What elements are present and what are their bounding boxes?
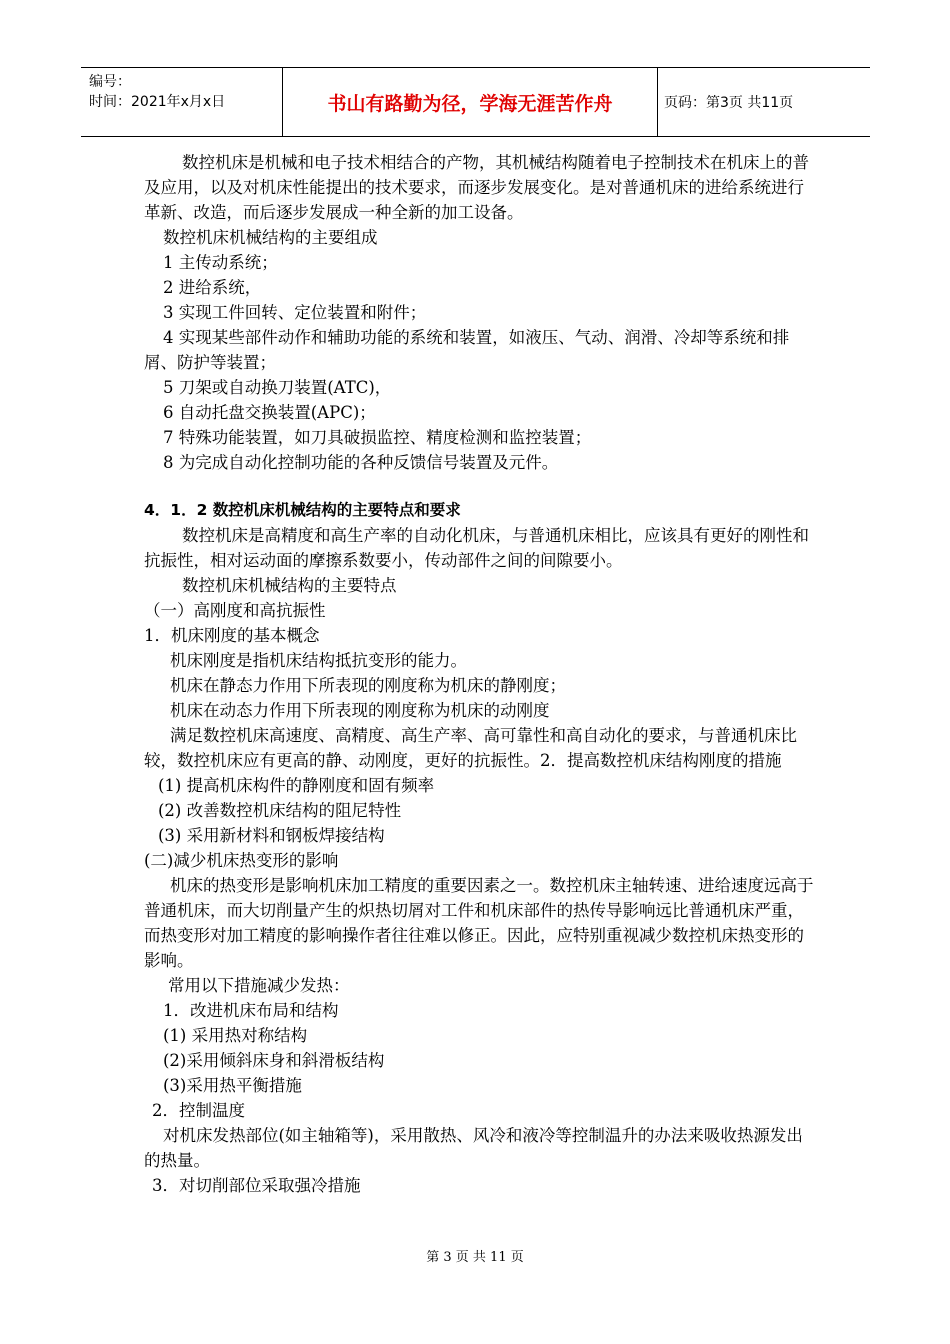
list-item: (2) 改善数控机床结构的阻尼特性 [158, 801, 402, 820]
list-item: (3) 采用新材料和钢板焊接结构 [158, 826, 385, 845]
list-item: 2．控制温度 [152, 1101, 245, 1120]
paragraph-components-title: 数控机床机械结构的主要组成 [163, 228, 378, 247]
paragraph: 对机床发热部位(如主轴箱等)，采用散热、风冷和液冷等控制温升的办法来吸收热源发出的热量。 [144, 1126, 803, 1170]
list-item: 6 自动托盘交换装置(APC)； [163, 403, 376, 422]
list-item: 8 为完成自动化控制功能的各种反馈信号装置及元件。 [163, 453, 559, 472]
header-left-cell [81, 68, 283, 136]
paragraph: 机床刚度是指机床结构抵抗变形的能力。 [170, 651, 467, 670]
paragraph: 机床在静态力作用下所表现的刚度称为机床的静刚度； [170, 676, 566, 695]
paragraph: 满足数控机床高速度、高精度、高生产率、高可靠性和高自动化的要求，与普通机床比较，数控机床应有更高的静、动刚度，更好的抗振性。2．提高数控机床结构刚度的措施 [144, 726, 797, 770]
page-footer: 第 3 页 共 11 页 [426, 1250, 524, 1265]
paragraph: 机床在动态力作用下所表现的刚度称为机床的动刚度 [170, 701, 550, 720]
list-item: (1) 提高机床构件的静刚度和固有频率 [158, 776, 435, 795]
number-label: 编号： [89, 74, 131, 90]
paragraph: 1．机床刚度的基本概念 [144, 626, 320, 645]
page-header [81, 67, 870, 137]
time-label: 时间：2021年x月x日 [89, 94, 226, 110]
paragraph: 机床的热变形是影响机床加工精度的重要因素之一。数控机床主轴转速、进给速度远高于普通机床，而大切削量产生的炽热切屑对工件和机床部件的热传导影响远比普通机床严重，而热变形对加工精度的影响操作者往往难以修正。因此，应特别重视减少数控机床热变形的影响。 [144, 876, 814, 970]
paragraph: 数控机床机械结构的主要特点 [182, 576, 397, 595]
list-item: (3)采用热平衡措施 [163, 1076, 302, 1095]
paragraph: 数控机床是高精度和高生产率的自动化机床，与普通机床相比，应该具有更好的刚性和抗振性，相对运动面的摩擦系数要小，传动部件之间的间隙要小。 [144, 526, 809, 570]
list-item: (2)采用倾斜床身和斜滑板结构 [163, 1051, 385, 1070]
list-item: 7 特殊功能装置，如刀具破损监控、精度检测和监控装置； [163, 428, 592, 447]
list-item: 4 实现某些部件动作和辅助功能的系统和装置，如液压、气动、润滑、冷却等系统和排屑、防护等装置； [144, 328, 790, 372]
list-item: 1 主传动系统； [163, 253, 278, 272]
subsection-heading: （一）高刚度和高抗振性 [144, 601, 326, 620]
section-heading: 4．1．2 数控机床机械结构的主要特点和要求 [144, 501, 461, 519]
list-item: 2 进给系统， [163, 278, 262, 297]
list-item: 1．改进机床布局和结构 [163, 1001, 339, 1020]
page-code: 页码：第3页 共11页 [664, 95, 794, 111]
motto: 书山有路勤为径，学海无涯苦作舟 [283, 68, 658, 136]
list-item: 5 刀架或自动换刀装置(ATC)， [163, 378, 392, 397]
subsection-heading: (二)减少机床热变形的影响 [144, 851, 339, 870]
paragraph: 常用以下措施减少发热： [168, 976, 350, 995]
paragraph-intro: 数控机床是机械和电子技术相结合的产物，其机械结构随着电子控制技术在机床上的普及应用，以及对机床性能提出的技术要求，而逐步发展变化。是对普通机床的进给系统进行革新、改造，而后逐步发展成一种全新的加工设备。 [144, 153, 809, 222]
list-item: (1) 采用热对称结构 [163, 1026, 308, 1045]
list-item: 3 实现工件回转、定位装置和附件； [163, 303, 427, 322]
document-body [144, 150, 814, 1198]
list-item: 3．对切削部位采取强冷措施 [152, 1176, 361, 1195]
